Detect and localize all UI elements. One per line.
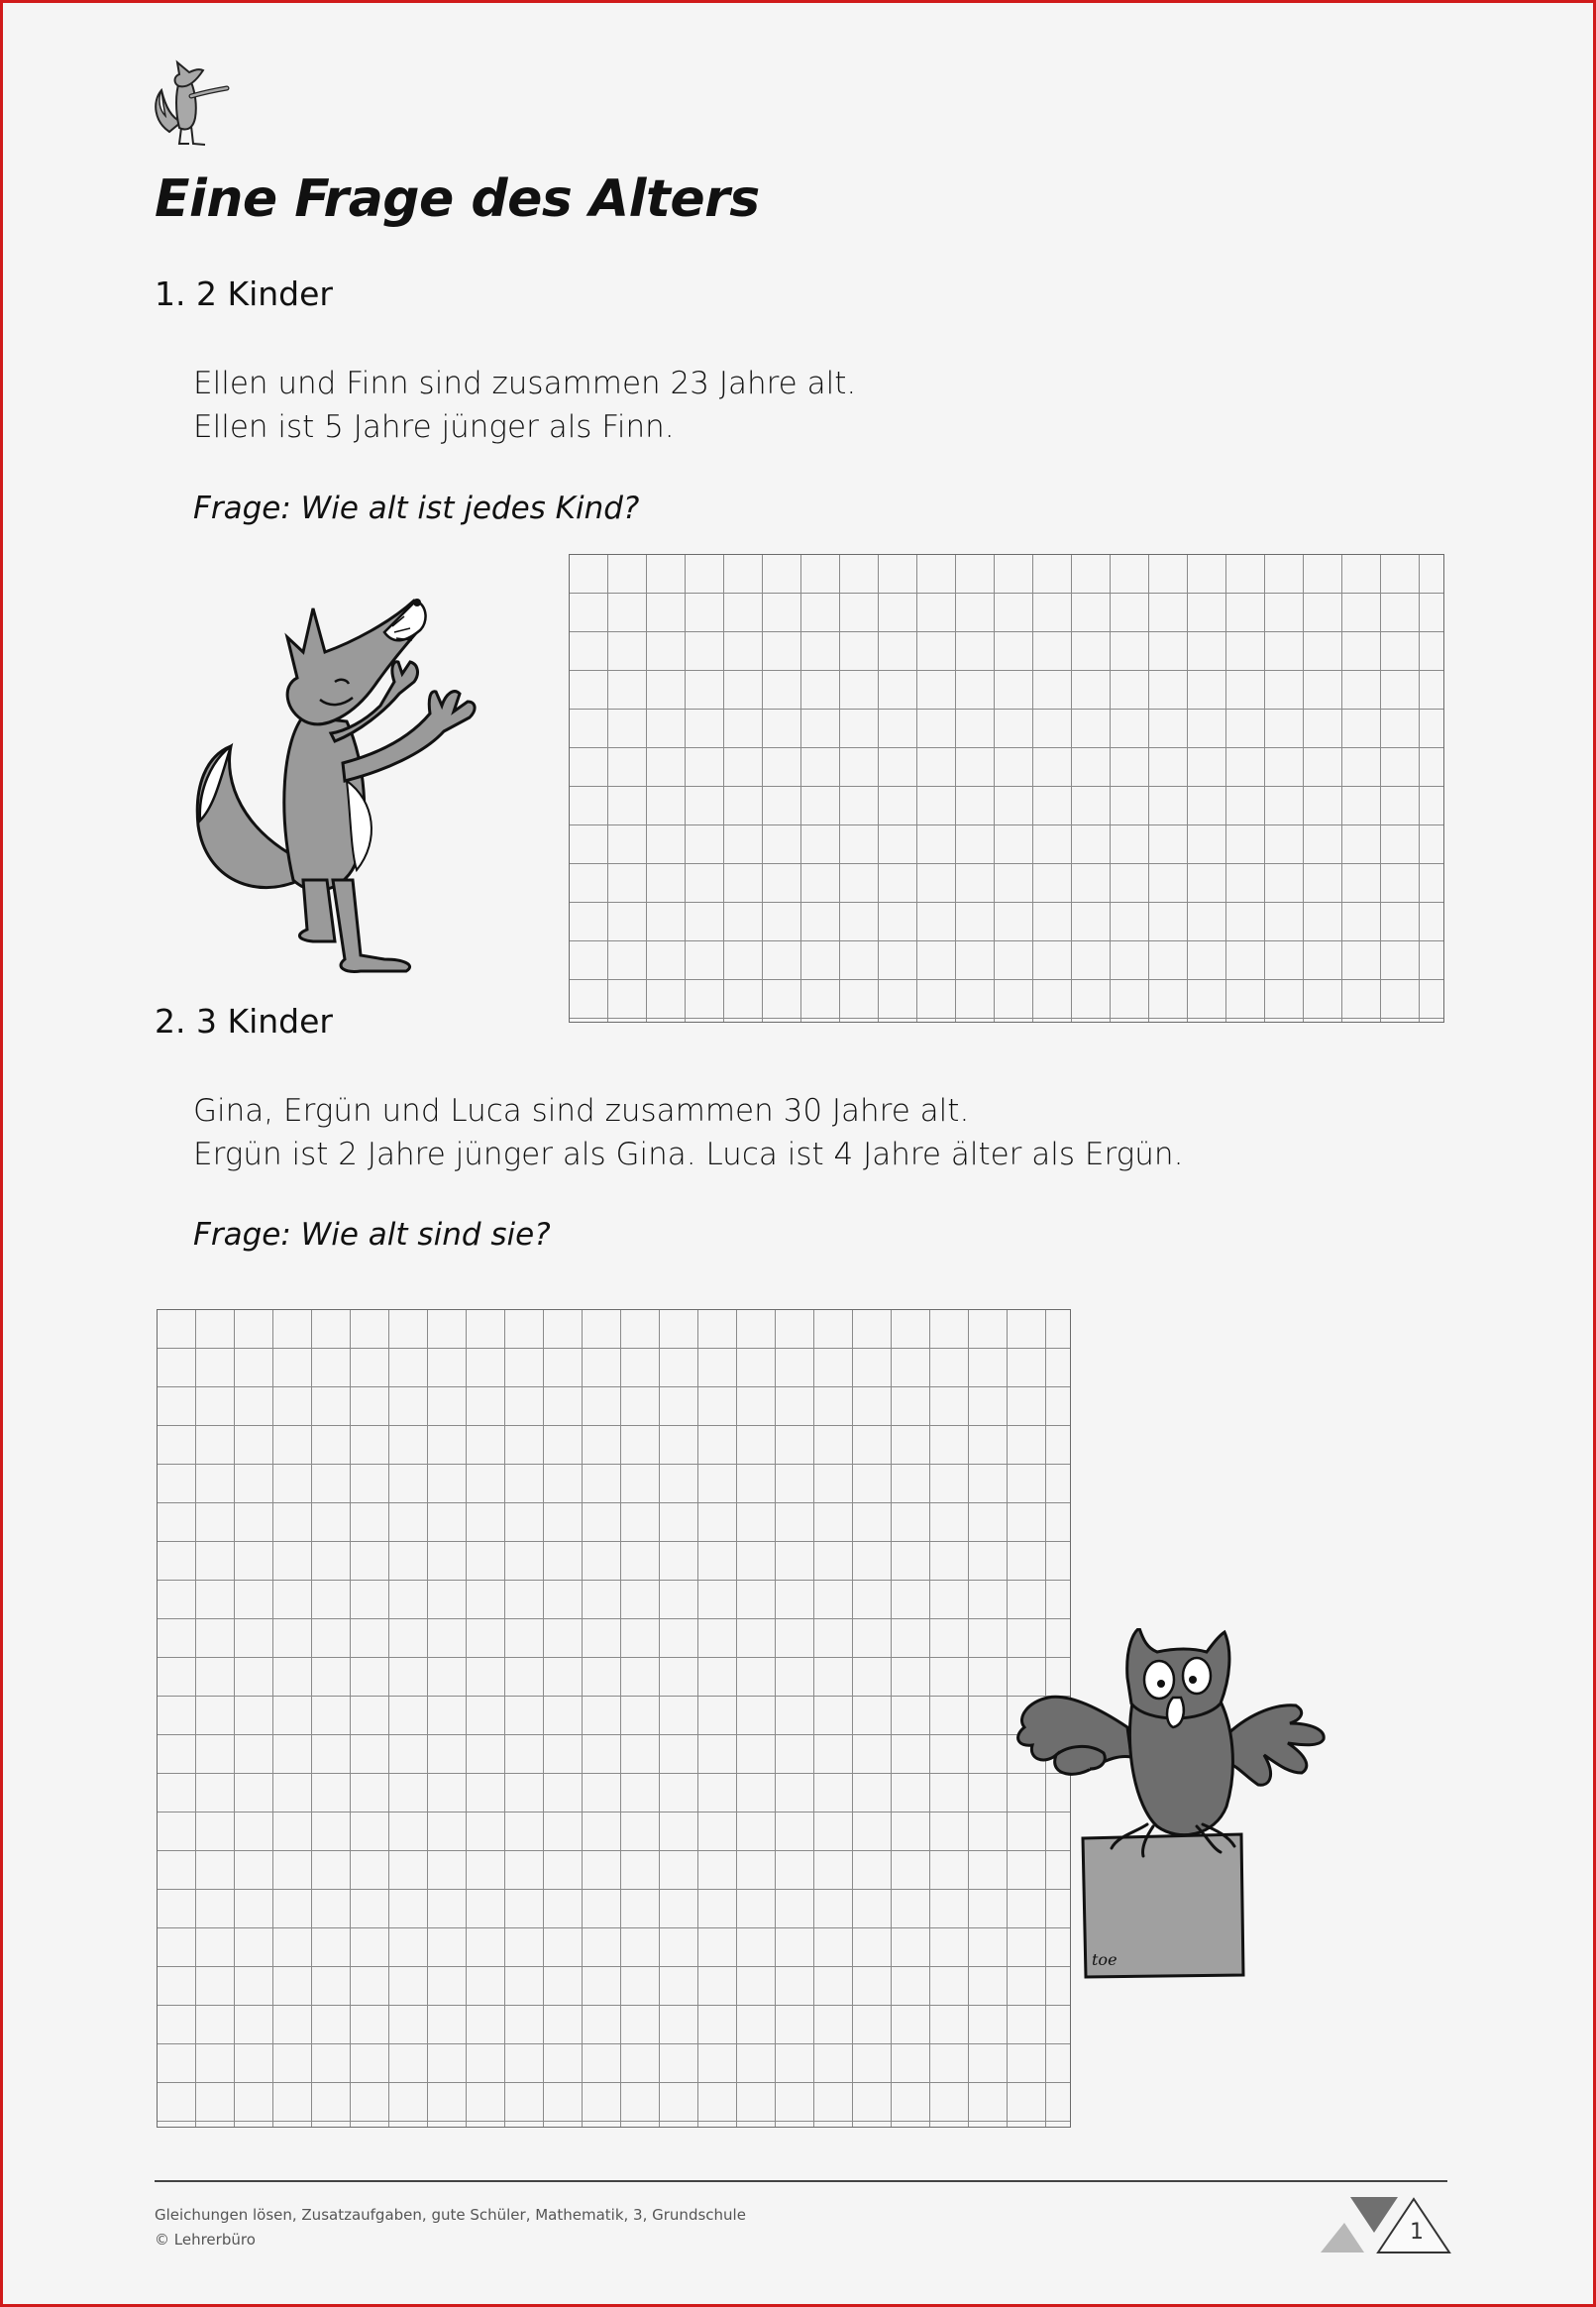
fox-illustration [186, 583, 513, 979]
task-1-heading: 1. 2 Kinder [155, 275, 334, 313]
answer-grid-2[interactable] [157, 1309, 1071, 2128]
task-2-heading: 2. 3 Kinder [155, 1002, 334, 1041]
footer-source: Gleichungen lösen, Zusatzaufgaben, gute Schüler, Mathematik, 3, Grundschule [155, 2206, 746, 2224]
task-1-question: Frage: Wie alt ist jedes Kind? [193, 491, 640, 526]
task-2-question: Frage: Wie alt sind sie? [193, 1217, 551, 1253]
owl-signature: toe [1092, 1950, 1117, 1969]
footer-copyright: © Lehrerbüro [155, 2231, 256, 2249]
page-number: 1 [1410, 2220, 1424, 2245]
task-2-line-1: Gina, Ergün und Luca sind zusammen 30 Jahre alt. [193, 1093, 970, 1129]
task-1-line-2: Ellen ist 5 Jahre jünger als Finn. [193, 409, 675, 445]
answer-grid-1[interactable] [569, 554, 1444, 1023]
footer-divider [155, 2180, 1447, 2182]
owl-illustration [1009, 1628, 1355, 1980]
publisher-logo-icon [1319, 2193, 1457, 2256]
task-1-line-1: Ellen und Finn sind zusammen 23 Jahre alt. [193, 366, 857, 401]
page-title: Eine Frage des Alters [155, 169, 760, 229]
task-2-line-2: Ergün ist 2 Jahre jünger als Gina. Luca ist 4 Jahre älter als Ergün. [193, 1137, 1184, 1172]
fox-icon [150, 53, 254, 152]
